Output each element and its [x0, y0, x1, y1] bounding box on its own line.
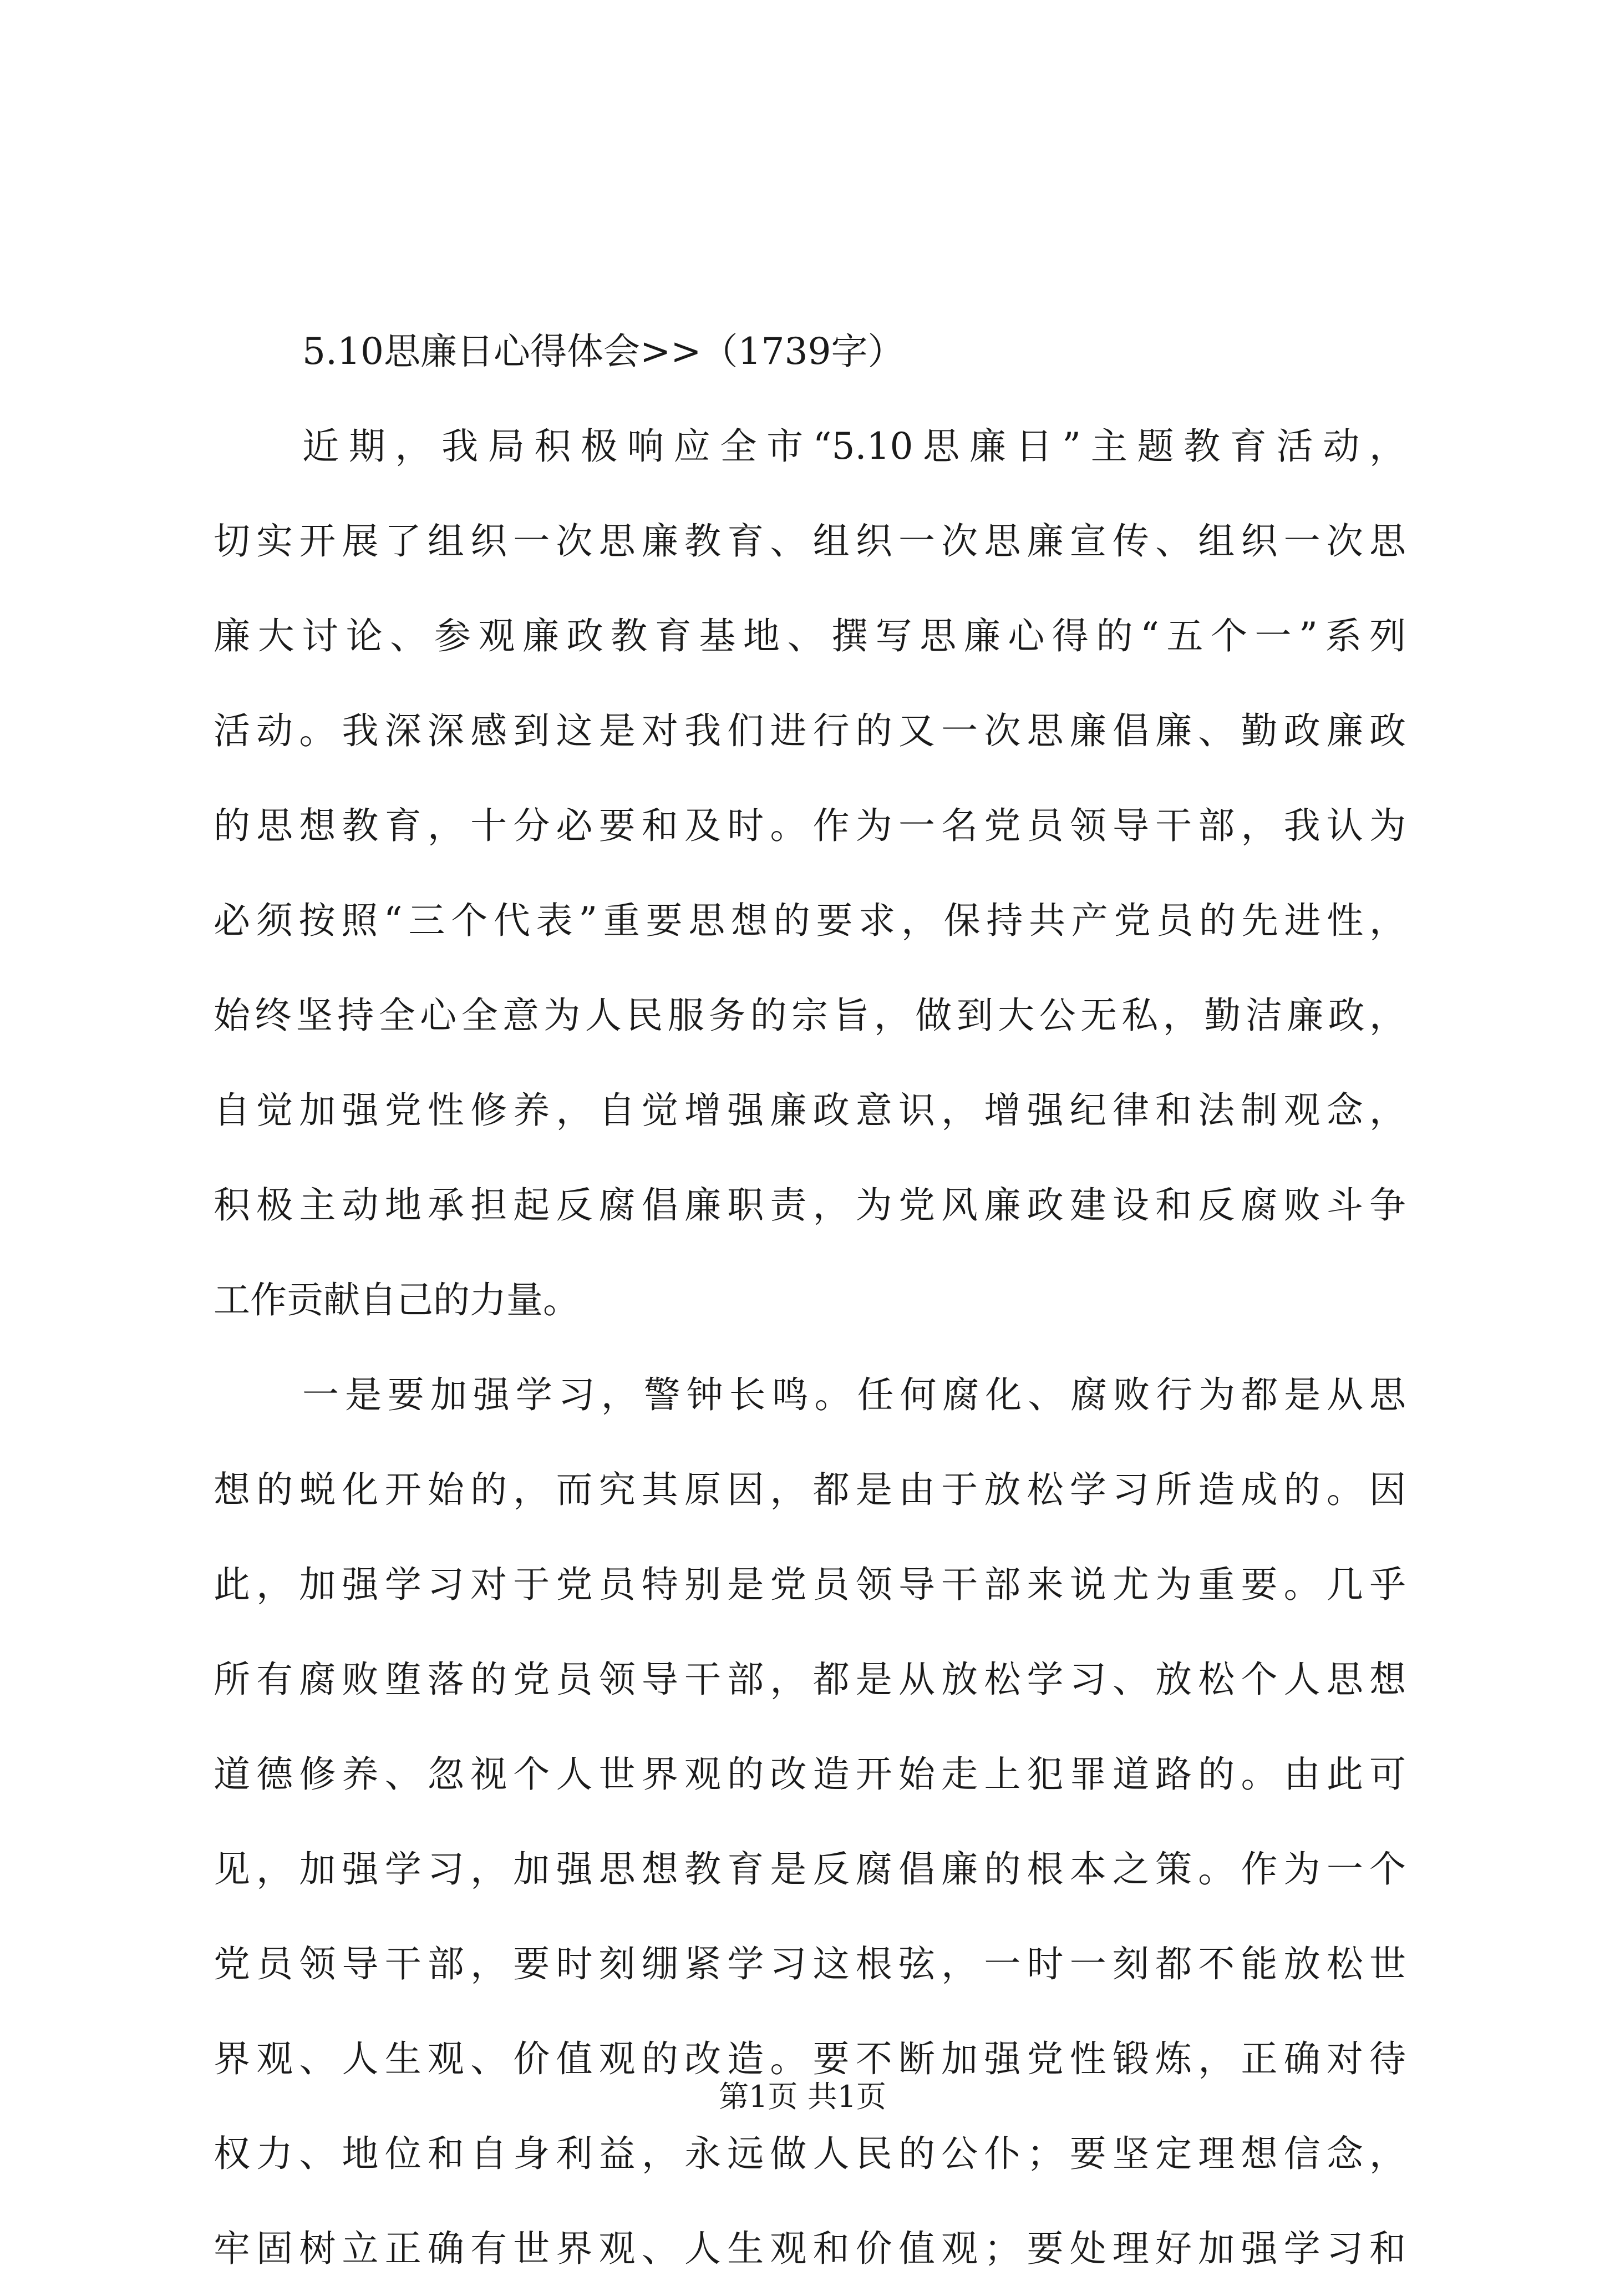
document-body: [214, 304, 1406, 2296]
paragraph-line: 见，加强学习，加强思想教育是反腐倡廉的根本之策。作为一个: [214, 1848, 1406, 1890]
paragraph-line: 的思想教育，十分必要和及时。作为一名党员领导干部，我认为: [214, 804, 1406, 847]
paragraph-line: 积极主动地承担起反腐倡廉职责，为党风廉政建设和反腐败斗争: [214, 1184, 1406, 1226]
page-footer: 第1页 共1页: [719, 2079, 886, 2114]
paragraph-line: 权力、地位和自身利益，永远做人民的公仆；要坚定理想信念，: [214, 2132, 1406, 2175]
document-title: 5.10思廉日心得体会>>（1739字）: [302, 330, 905, 373]
paragraph-line: 工作贡献自己的力量。: [214, 1279, 580, 1321]
paragraph-2: [214, 1347, 1406, 2296]
paragraph-line: 一是要加强学习，警钟长鸣。任何腐化、腐败行为都是从思: [302, 1373, 1406, 1416]
paragraph-line: 切实开展了组织一次思廉教育、组织一次思廉宣传、组织一次思: [214, 520, 1406, 562]
paragraph-line: 牢固树立正确有世界观、人生观和价值观；要处理好加强学习和: [214, 2227, 1406, 2270]
paragraph-line: 道德修养、忽视个人世界观的改造开始走上犯罪道路的。由此可: [214, 1753, 1406, 1796]
paragraph-line: 廉大讨论、参观廉政教育基地、撰写思廉心得的“五个一”系列: [214, 615, 1406, 657]
paragraph-line: 党员领导干部，要时刻绷紧学习这根弦，一时一刻都不能放松世: [214, 1943, 1406, 1985]
paragraph-line: 此，加强学习对于党员特别是党员领导干部来说尤为重要。几乎: [214, 1563, 1406, 1606]
paragraph-line: 活动。我深深感到这是对我们进行的又一次思廉倡廉、勤政廉政: [214, 709, 1406, 752]
paragraph-line: 所有腐败堕落的党员领导干部，都是从放松学习、放松个人思想: [214, 1658, 1406, 1701]
paragraph-line: 必须按照“三个代表”重要思想的要求，保持共产党员的先进性，: [214, 899, 1406, 942]
paragraph-line: 界观、人生观、价值观的改造。要不断加强党性锻炼，正确对待: [214, 2037, 1406, 2080]
paragraph-line: 始终坚持全心全意为人民服务的宗旨，做到大公无私，勤洁廉政，: [214, 994, 1406, 1037]
paragraph-line: 近期，我局积极响应全市“5.10思廉日”主题教育活动，: [302, 425, 1406, 468]
paragraph-1: [214, 399, 1406, 1347]
paragraph-line: 自觉加强党性修养，自觉增强廉政意识，增强纪律和法制观念，: [214, 1089, 1406, 1132]
paragraph-line: 想的蜕化开始的，而究其原因，都是由于放松学习所造成的。因: [214, 1468, 1406, 1511]
